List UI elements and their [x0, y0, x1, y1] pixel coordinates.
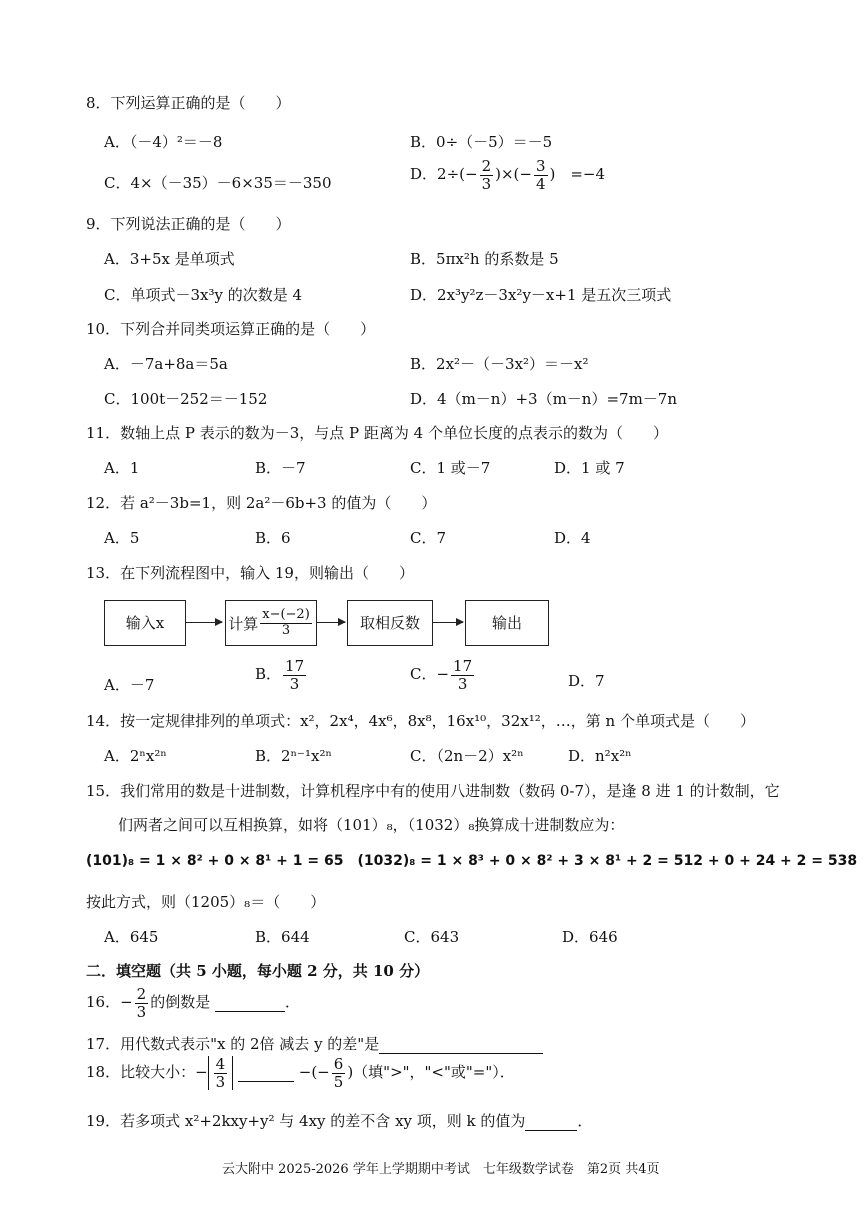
flow-arrow-2 — [317, 622, 345, 623]
question-13-option-d: D．7 — [568, 672, 605, 690]
question-8-option-c: C．4×（－35）－6×35＝－350 — [104, 174, 332, 192]
question-12-option-a: A．5 — [104, 529, 140, 547]
flow-box-negate: 取相反数 — [347, 600, 433, 646]
question-9-stem: 9．下列说法正确的是（ ） — [86, 215, 291, 233]
question-18: 18．比较大小：− $\frac{4}{3}$ −(− $\frac{6}{5}$ )（填">"，"<"或"="）． — [86, 1055, 515, 1091]
answer-blank-18 — [238, 1063, 294, 1082]
answer-blank-16 — [215, 993, 285, 1012]
answer-blank-19 — [525, 1112, 577, 1131]
question-13-option-c: C．− $\frac{17}{3}$ — [410, 657, 473, 693]
question-13-stem: 13．在下列流程图中，输入 19，则输出（ ） — [86, 564, 414, 582]
question-10-option-d: D．4（m－n）+3（m－n）=7m－7n — [410, 390, 677, 408]
question-15-stem-line3: 按此方式，则（1205）₈＝（ ） — [86, 893, 326, 911]
flow-arrow-3 — [433, 622, 463, 623]
question-9-option-d: D．2x³y²z－3x²y－x+1 是五次三项式 — [410, 286, 672, 304]
page-footer: 云大附中 2025-2026 学年上学期期中考试 七年级数学试卷 第2页 共4页 — [222, 1162, 660, 1177]
question-12-option-c: C．7 — [410, 529, 447, 547]
question-17: 17．用代数式表示"x 的 2倍 减去 y 的差"是 — [86, 1033, 543, 1054]
question-14-stem: 14．按一定规律排列的单项式：x²，2x⁴，4x⁶，8x⁸，16x¹⁰，32x¹²，…，第 n 个单项式是（ ） — [86, 712, 755, 730]
question-8-option-d: D．2÷(− $\frac{2}{3}$ )×(− $\frac{3}{4}$ ) =−4 — [410, 157, 606, 193]
flow-box-calculate: 计算 $\frac{x-(-2)}{3}$ — [225, 600, 317, 646]
question-14-option-c: C．（2n－2）x²ⁿ — [410, 747, 524, 765]
question-11-option-a: A．1 — [104, 459, 140, 477]
question-11-option-b: B．－7 — [255, 459, 306, 477]
question-9-option-a: A．3+5x 是单项式 — [104, 250, 235, 268]
question-8-option-a: A．（－4）²＝－8 — [104, 133, 223, 151]
question-9-option-c: C．单项式－3x³y 的次数是 4 — [104, 286, 303, 304]
flow-box-input: 输入x — [104, 600, 186, 646]
question-11-stem: 11．数轴上点 P 表示的数为－3，与点 P 距离为 4 个单位长度的点表示的数为（ ） — [86, 424, 668, 442]
question-14-option-a: A．2ⁿx²ⁿ — [104, 747, 167, 765]
question-13-option-b: B． $\frac{17}{3}$ — [255, 657, 305, 693]
question-12-option-b: B．6 — [255, 529, 291, 547]
answer-blank-17 — [379, 1035, 543, 1054]
question-15-option-a: A．645 — [104, 928, 159, 946]
question-15-option-d: D．646 — [562, 928, 618, 946]
flow-box-output: 输出 — [465, 600, 549, 646]
question-12-option-d: D．4 — [554, 529, 591, 547]
question-15-stem-line1: 15．我们常用的数是十进制数，计算机程序中有的使用八进制数（数码 0-7），是逢 8 进 1 的计数制，它 — [86, 782, 780, 800]
question-16: 16．− $\frac{2}{3}$ 的倒数是 ． — [86, 985, 301, 1021]
question-19: 19．若多项式 x²+2kxy+y² 与 4xy 的差不含 xy 项，则 k 的值为 ． — [86, 1112, 593, 1130]
question-13-option-a: A．－7 — [104, 676, 155, 694]
question-10-option-a: A．－7a+8a＝5a — [104, 355, 228, 373]
question-8-stem: 8．下列运算正确的是（ ） — [86, 94, 291, 112]
question-8-option-b: B．0÷（－5）＝－5 — [410, 133, 553, 151]
question-14-option-b: B．2ⁿ⁻¹x²ⁿ — [255, 747, 332, 765]
question-10-option-b: B．2x²－（－3x²）＝－x² — [410, 355, 589, 373]
question-15-stem-line2: 们两者之间可以互相换算，如将（101）₈，（1032）₈换算成十进制数应为： — [118, 816, 625, 834]
question-14-option-d: D．n²x²ⁿ — [568, 747, 632, 765]
question-15-option-b: B．644 — [255, 928, 310, 946]
question-9-option-b: B．5πx²h 的系数是 5 — [410, 250, 559, 268]
question-11-option-c: C．1 或－7 — [410, 459, 491, 477]
question-12-stem: 12．若 a²－3b=1，则 2a²－6b+3 的值为（ ） — [86, 494, 437, 512]
question-10-option-c: C．100t－252＝－152 — [104, 390, 268, 408]
section-2-heading: 二．填空题（共 5 小题，每小题 2 分，共 10 分） — [86, 962, 430, 980]
question-10-stem: 10．下列合并同类项运算正确的是（ ） — [86, 320, 376, 338]
question-15-option-c: C．643 — [404, 928, 460, 946]
question-15-formula: (101)₈ = 1 × 8² + 0 × 8¹ + 1 = 65 (1032)₈ = 1 × 8³ + 0 × 8² + 3 × 8¹ + 2 = 512 + 0 + 24 + 2 = 538 — [86, 853, 858, 869]
flow-arrow-1 — [186, 622, 222, 623]
question-11-option-d: D．1 或 7 — [554, 459, 625, 477]
